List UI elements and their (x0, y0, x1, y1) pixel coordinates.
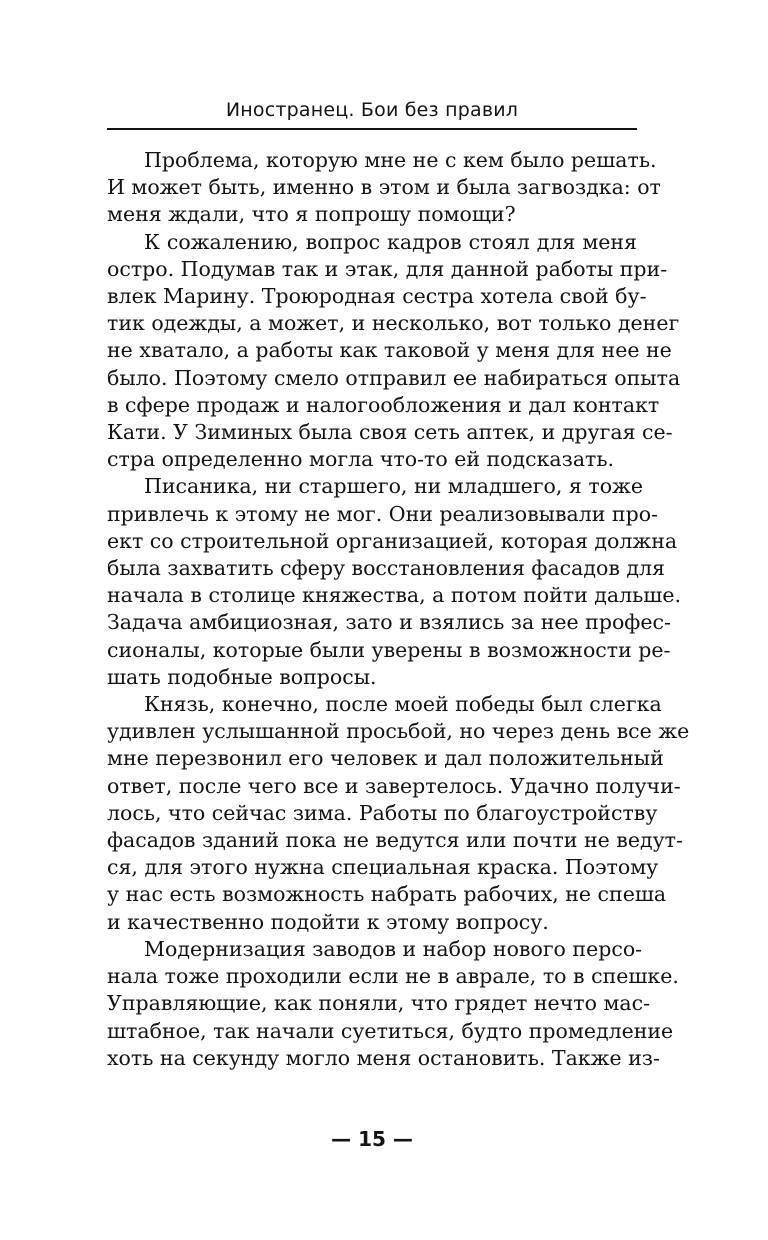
text-line: остро. Подумав так и этак, для данной работы при- (107, 256, 668, 281)
text-line: Модернизация заводов и набор нового персо- (144, 936, 643, 961)
text-line: Писаника, ни старшего, ни младшего, я тоже (144, 474, 644, 499)
text-line: влек Марину. Троюродная сестра хотела свой бу- (107, 284, 647, 309)
text-line: тик одежды, а может, и несколько, вот только денег (107, 311, 680, 336)
running-header-title: Иностранец. Бои без правил (225, 99, 519, 121)
text-line: лось, что сейчас зима. Работы по благоустройству (107, 800, 658, 825)
text-line: у нас есть возможность набрать рабочих, не спеша (107, 882, 667, 907)
text-line: ся, для этого нужна специальная краска. Поэтому (107, 855, 659, 880)
text-line: шать подобные вопросы. (107, 664, 377, 689)
text-line: Князь, конечно, после моей победы был слегка (144, 692, 662, 717)
text-line: не хватало, а работы как таковой у меня для нее не (107, 338, 672, 363)
header-divider (107, 128, 637, 130)
text-line: нала тоже проходили если не в авралe, то в спешке. (107, 964, 679, 989)
text-line: ект со строительной организацией, которая должна (107, 528, 678, 553)
text-line: И может быть, именно в этом и была загвоздка: от (107, 175, 661, 200)
text-line: ответ, после чего все и завертелось. Удачно получи- (107, 773, 681, 798)
text-line: и качественно подойти к этому вопросу. (107, 909, 549, 934)
page-number: — 15 — (331, 1127, 413, 1151)
text-line: фасадов зданий пока не ведутся или почти не ведут- (107, 828, 683, 853)
text-line: удивлен услышанной просьбой, но через день все же (107, 719, 690, 744)
text-line: Управляющие, как поняли, что грядет нечто мас- (107, 991, 651, 1016)
text-line: сионалы, которые были уверены в возможности ре- (107, 637, 671, 662)
text-line: К сожалению, вопрос кадров стоял для меня (144, 229, 637, 254)
text-line: меня ждали, что я попрошу помощи? (107, 202, 516, 227)
text-line: мне перезвонил его человек и дал положительный (107, 746, 664, 771)
text-line: Проблема, которую мне не с кем было решать. (144, 148, 657, 172)
text-line: Кати. У Зиминых была своя сеть аптек, и другая се- (107, 420, 673, 445)
text-line: было. Поэтому смело отправил ее набираться опыта (107, 365, 681, 390)
text-line: начала в столице княжества, а потом пойти дальше. (107, 583, 681, 608)
page-body (107, 147, 690, 1072)
text-line: в сфере продаж и налогообложения и дал контакт (107, 392, 660, 417)
text-line: привлечь к этому не мог. Они реализовывали про- (107, 501, 658, 526)
text-line: штабное, так начали суетиться, будто промедление (107, 1018, 674, 1043)
text-line: стра определенно могла что-то ей подсказать. (107, 447, 615, 472)
text-line: была захватить сферу восстановления фасадов для (107, 556, 665, 581)
text-line: Задача амбициозная, зато и взялись за нее профес- (107, 610, 671, 635)
text-line: хоть на секунду могло меня остановить. Также из- (107, 1045, 660, 1070)
